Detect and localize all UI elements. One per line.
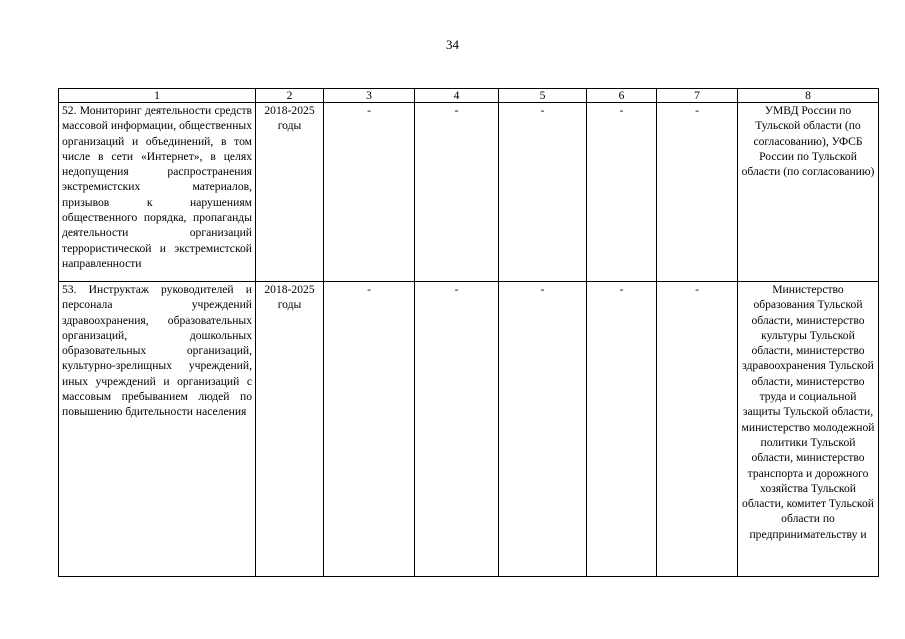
funding-cell: - [499, 103, 587, 282]
term-cell: 2018-2025 годы [256, 103, 324, 282]
measure-name-cell: 52. Мониторинг деятельности средств массовой информации, общественных организаций и объединений, в том числе в сети «Интернет», в целях недопущения распространения экстремистских материалов, призывов к нарушениям общественного порядка, пропаганды деятельности организаций террористической и экстремистской направленности [59, 103, 256, 282]
column-header: 3 [324, 89, 415, 103]
column-header: 2 [256, 89, 324, 103]
column-header: 5 [499, 89, 587, 103]
funding-cell: - [499, 282, 587, 577]
funding-cell: - [657, 282, 738, 577]
table-row [59, 103, 879, 282]
table-row [59, 282, 879, 577]
column-header: 8 [738, 89, 879, 103]
page-number: 34 [446, 37, 459, 52]
funding-cell: - [415, 103, 499, 282]
column-header: 6 [587, 89, 657, 103]
term-cell: 2018-2025 годы [256, 282, 324, 577]
funding-cell: - [415, 282, 499, 577]
funding-cell: - [324, 282, 415, 577]
column-header: 7 [657, 89, 738, 103]
table-header-row [59, 89, 879, 103]
funding-cell: - [324, 103, 415, 282]
measures-table [58, 88, 879, 577]
funding-cell: - [587, 103, 657, 282]
column-header: 4 [415, 89, 499, 103]
column-header: 1 [59, 89, 256, 103]
executor-cell: УМВД России по Тульской области (по согласованию), УФСБ России по Тульской области (по согласованию) [738, 103, 879, 282]
funding-cell: - [657, 103, 738, 282]
funding-cell: - [587, 282, 657, 577]
measure-name-cell: 53. Инструктаж руководителей и персонала учреждений здравоохранения, образовательных организаций, дошкольных образовательных организаций, культурно-зрелищных учреждений, иных учреждений и организаций с массовым пребыванием людей по повышению бдительности населения [59, 282, 256, 577]
executor-cell: Министерство образования Тульской области, министерство культуры Тульской области, министерство здравоохранения Тульской области, министерство труда и социальной защиты Тульской области, министерство молодежной политики Тульской области, министерство транспорта и дорожного хозяйства Тульской области, комитет Тульской области по предпринимательству и [738, 282, 879, 577]
